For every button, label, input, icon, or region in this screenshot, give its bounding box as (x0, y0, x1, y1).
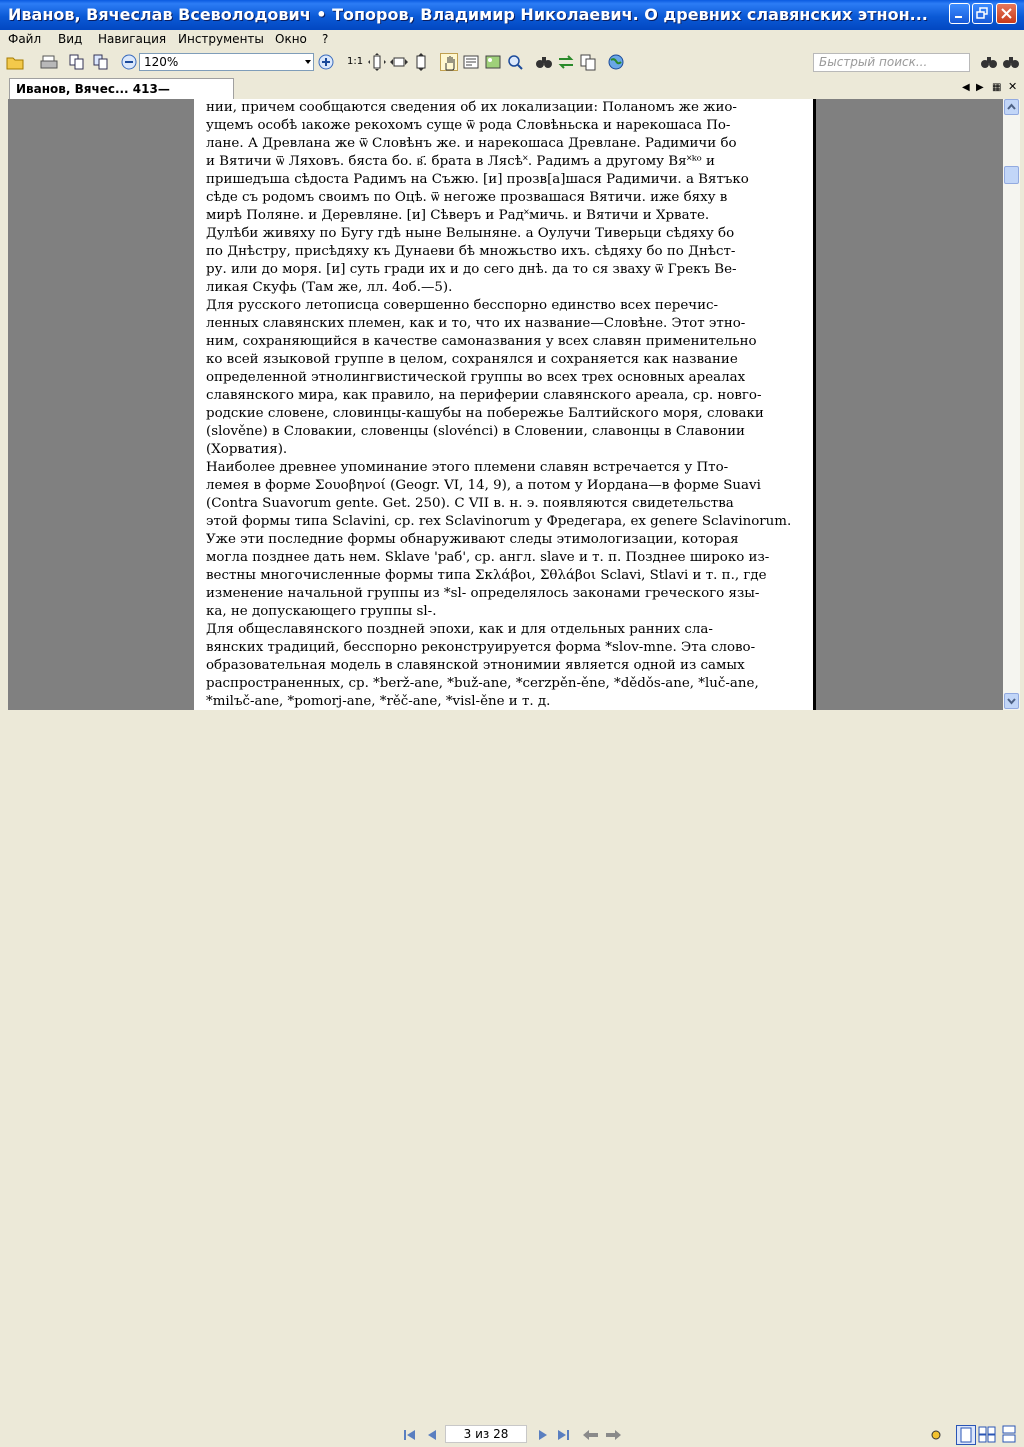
actual-size-button[interactable]: 1:1 (347, 56, 364, 67)
zoom-out-icon (120, 53, 138, 71)
chevron-down-icon (305, 60, 311, 64)
arrow-down-icon (1005, 694, 1018, 708)
print-button[interactable] (40, 53, 58, 71)
text-line: лемея в форме Σουοβηνοί (Geogr. VI, 14, 9), а потом у Иордана—в форме Suavi (206, 478, 761, 493)
fit-height-icon (412, 53, 430, 71)
zoom-in-button[interactable] (317, 53, 335, 71)
first-page-icon (402, 1427, 418, 1443)
select-image-button[interactable] (484, 53, 502, 71)
quick-search-input[interactable]: Быстрый поиск... (813, 53, 970, 72)
restore-button[interactable] (972, 3, 993, 24)
fit-width-icon (390, 53, 408, 71)
night-mode-button[interactable] (928, 1427, 944, 1443)
text-line: Уже эти последние формы обнаруживают следы этимологизации, которая (206, 532, 739, 547)
menu-window[interactable]: Окно (275, 32, 307, 46)
menu-tools[interactable]: Инструменты (178, 32, 264, 46)
next-page-button[interactable] (535, 1427, 551, 1443)
close-icon (1000, 7, 1013, 20)
text-line: *milъč-ane, *pomorj-ane, *rěč-ane, *visl-ěne и т. д. (206, 694, 551, 709)
tab-close-icon[interactable]: ✕ (1008, 80, 1018, 93)
zoom-out-button[interactable] (120, 53, 138, 71)
text-line: вестны многочисленные формы типа Σκλάβοι, Σθλάβοι Sclavi, Stlavi и т. п., где (206, 568, 767, 583)
sync-button[interactable] (557, 53, 575, 71)
text-line: вянских традиций, бесспорно реконструируется форма *slov-mne. Эта слово- (206, 640, 756, 655)
text-line: определенной этнолингвистической группы во всех трех основных ареалах (206, 370, 746, 385)
fit-height-button[interactable] (412, 53, 430, 71)
binoculars-icon (980, 53, 998, 71)
text-line: и Вятичи ѿ Ляховъ. бяста бо. в҃. брата в Лясѣ˟. Радимъ а другому Вя˟ᵏᵒ и (206, 154, 715, 169)
text-line: ликая Скуфь (Там же, лл. 4об.—5). (206, 280, 453, 295)
tab-list-icon[interactable]: ▦ (992, 82, 1002, 93)
document-viewer[interactable] (8, 99, 1003, 710)
globe-icon (607, 53, 625, 71)
text-line: Наиболее древнее упоминание этого племени славян встречается у Пто- (206, 460, 729, 475)
text-line: ко всей языковой группе в целом, сохранялся и сохраняется как название (206, 352, 738, 367)
find-next-button[interactable] (980, 53, 998, 71)
binoculars-icon (535, 53, 553, 71)
text-line: ним, сохраняющийся в качестве самоназвания у всех славян применительно (206, 334, 757, 349)
window-title: Иванов, Вячеслав Всеволодович • Топоров, Владимир Николаевич. О древних славянских этнон... (8, 5, 928, 24)
document-page (194, 99, 816, 710)
forward-button[interactable] (604, 1427, 620, 1443)
text-line: пришедъша сѣдоста Радимъ на Съжю. [и] прозв[а]шася Радимичи. а Вятъко (206, 172, 749, 187)
image-select-icon (484, 53, 502, 71)
text-line: мирѣ Поляне. и Деревляне. [и] Сѣверъ и Рад˟мичь. и Вятичи и Хрвате. (206, 208, 710, 223)
vertical-scrollbar[interactable] (1003, 99, 1020, 710)
scroll-up-button[interactable] (1004, 99, 1019, 115)
tab-bar (0, 76, 1024, 99)
tab-document[interactable]: Иванов, Вячес... 413— (9, 78, 234, 99)
fit-width-button[interactable] (390, 53, 408, 71)
find-button[interactable] (535, 53, 553, 71)
text-line: ленных славянских племен, как и то, что их название—Словѣне. Этот этно- (206, 316, 746, 331)
zoom-value: 120% (144, 55, 179, 69)
zoom-select[interactable] (139, 53, 314, 71)
find-prev-button[interactable] (1002, 53, 1020, 71)
copy-pages-icon (92, 53, 110, 71)
sun-icon (928, 1427, 944, 1443)
zoom-in-icon (317, 53, 335, 71)
text-line: ру. или до моря. [и] суть гради их и до сего днѣ. да то ся зваху ѿ Грекъ Ве- (206, 262, 737, 277)
title-bar[interactable] (0, 0, 1024, 30)
copy-icon (579, 53, 597, 71)
text-line: славянского мира, как правило, на периферии славянского ареала, ср. новго- (206, 388, 762, 403)
single-page-icon (957, 1426, 975, 1444)
forward-arrow-icon (604, 1427, 622, 1443)
continuous-view-button[interactable] (1000, 1425, 1016, 1441)
status-bar (0, 710, 1024, 1441)
text-line: (slověne) в Словакии, словенцы (slovénci) в Словении, славонцы в Славонии (206, 424, 745, 439)
hand-icon (441, 54, 459, 72)
close-button[interactable] (996, 3, 1017, 24)
menu-file[interactable]: Файл (8, 32, 42, 46)
tab-next-icon[interactable]: ▶ (976, 82, 984, 93)
text-line: сѣде съ родомъ своимъ по Оцѣ. ѿ негоже прозвашася Вятичи. иже бяху в (206, 190, 728, 205)
minimize-button[interactable] (949, 3, 970, 24)
side-panel-collapsed[interactable] (0, 99, 8, 710)
prev-page-icon (424, 1427, 440, 1443)
copy-button[interactable] (579, 53, 597, 71)
text-line: родские словене, словинцы-кашубы на побережье Балтийского моря, словаки (206, 406, 764, 421)
arrow-up-icon (1005, 100, 1018, 114)
magnifier-icon (506, 53, 524, 71)
text-select-icon (462, 53, 480, 71)
menu-view[interactable]: Вид (58, 32, 83, 46)
last-page-icon (555, 1427, 571, 1443)
arrows-icon (557, 53, 575, 71)
back-button[interactable] (582, 1427, 598, 1443)
continuous-page-icon (1000, 1425, 1018, 1443)
two-page-icon (978, 1425, 996, 1443)
text-line: этой формы типа Sclavini, ср. rex Sclavinorum у Фредегара, ex genere Sclavinorum. (206, 514, 792, 529)
text-line: образовательная модель в славянской этнонимии является одной из самых (206, 658, 745, 673)
tab-prev-icon[interactable]: ◀ (962, 82, 970, 93)
text-line: нии, причем сообщаются сведения об их локализации: Поланомъ же жио- (206, 100, 737, 115)
minimize-icon (953, 7, 966, 20)
next-page-icon (535, 1427, 551, 1443)
scroll-down-button[interactable] (1004, 693, 1019, 709)
page-layout-button[interactable] (68, 53, 86, 71)
text-line: Дулѣби живяху по Бугу гдѣ ныне Велыняне. а Оулучи Тиверьци сѣдяху бо (206, 226, 735, 241)
back-arrow-icon (582, 1427, 600, 1443)
last-page-button[interactable] (555, 1427, 571, 1443)
menu-bar (0, 30, 1024, 49)
prev-page-button[interactable] (424, 1427, 440, 1443)
folder-icon (6, 53, 24, 71)
binoculars-icon (1002, 53, 1020, 71)
hand-tool-button[interactable] (440, 53, 458, 71)
text-line: Для русского летописца совершенно бесспорно единство всех перечис- (206, 298, 719, 313)
fit-page-icon (368, 53, 386, 71)
single-page-view-button[interactable] (956, 1425, 976, 1445)
open-folder-button[interactable] (6, 53, 24, 71)
text-line: Для общеславянского поздней эпохи, как и для отдельных ранних сла- (206, 622, 713, 637)
text-line: могла позднее дать нем. Sklave 'раб', ср. англ. slave и т. п. Позднее широко из- (206, 550, 770, 565)
text-line: ущемъ особѣ ıакоже рекохомъ суще ѿ рода Словѣньска и нарекошаса По- (206, 118, 731, 133)
text-line: по Днѣстру, присѣдяху къ Дунаеви бѣ множьство ихъ. сѣдяху бо по Днѣст- (206, 244, 736, 259)
two-page-view-button[interactable] (978, 1425, 994, 1441)
page-number-input[interactable]: 3 из 28 (445, 1425, 527, 1443)
scroll-thumb[interactable] (1004, 166, 1019, 184)
text-line: лане. А Древлана же ѿ Словѣнъ же. и нарекошаса Древлане. Радимичи бо (206, 136, 737, 151)
page-copy-button[interactable] (92, 53, 110, 71)
page-text (206, 99, 802, 710)
menu-help[interactable]: ? (322, 32, 329, 46)
text-line: ка, не допускающего группы sl-. (206, 604, 437, 619)
pages-icon (68, 53, 86, 71)
fit-page-button[interactable] (368, 53, 386, 71)
text-line: (Хорватия). (206, 442, 288, 457)
magnifier-button[interactable] (506, 53, 524, 71)
menu-navigation[interactable]: Навигация (98, 32, 167, 46)
text-line: распространенных, ср. *berž-ane, *buž-ane, *cerzpěn-ěne, *dědǒs-ane, *luč-ane, (206, 676, 759, 691)
first-page-button[interactable] (402, 1427, 418, 1443)
printer-icon (40, 53, 58, 71)
text-line: изменение начальной группы из *sl- определялось законами греческого язы- (206, 586, 760, 601)
restore-icon (976, 7, 989, 20)
web-button[interactable] (607, 53, 625, 71)
text-line: (Contra Suavorum gente. Get. 250). С VII в. н. э. появляются свидетельства (206, 496, 734, 511)
select-text-button[interactable] (462, 53, 480, 71)
